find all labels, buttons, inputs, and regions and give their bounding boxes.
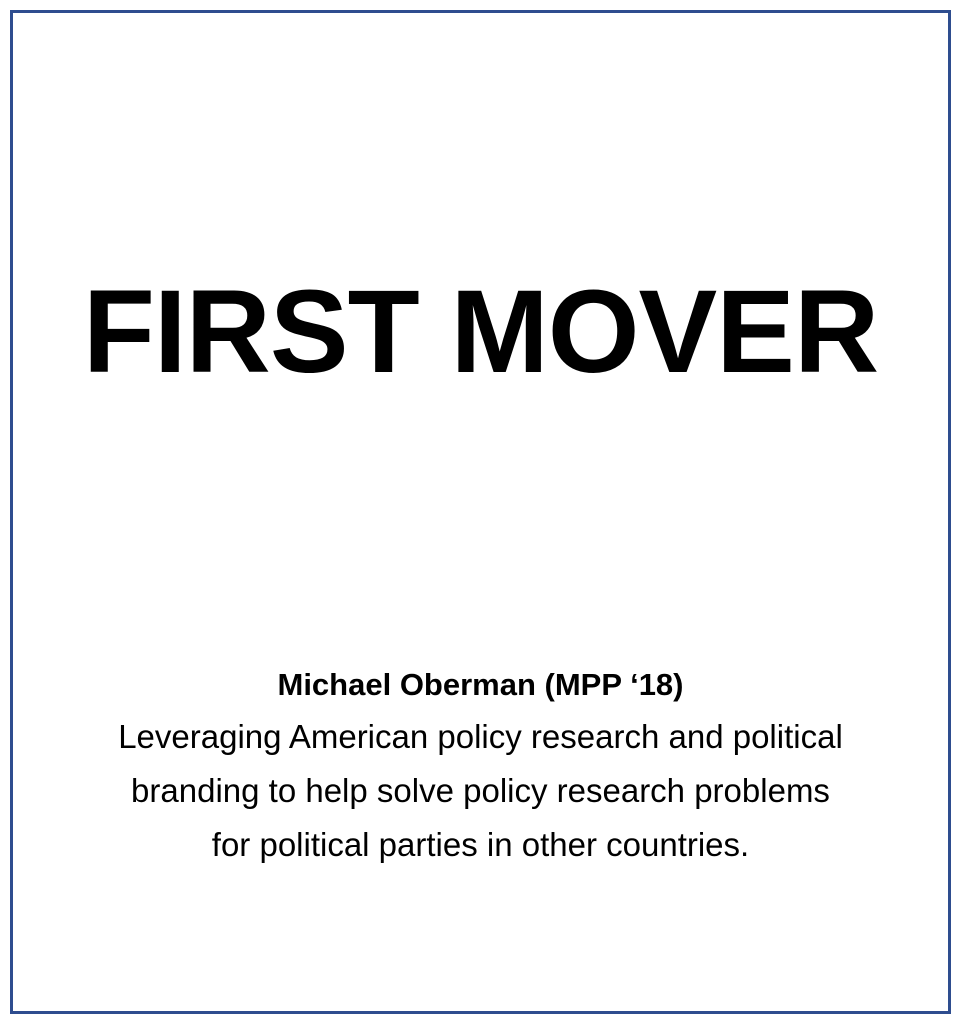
page-title: FIRST MOVER [82,266,879,398]
caption-description: Leveraging American policy research and political branding to help solve policy research problems for political parties in other countries. [118,717,843,863]
caption-person-name: Michael Oberman (MPP ‘18) [277,667,684,702]
caption-block [113,663,848,871]
slide-frame [10,10,951,1014]
